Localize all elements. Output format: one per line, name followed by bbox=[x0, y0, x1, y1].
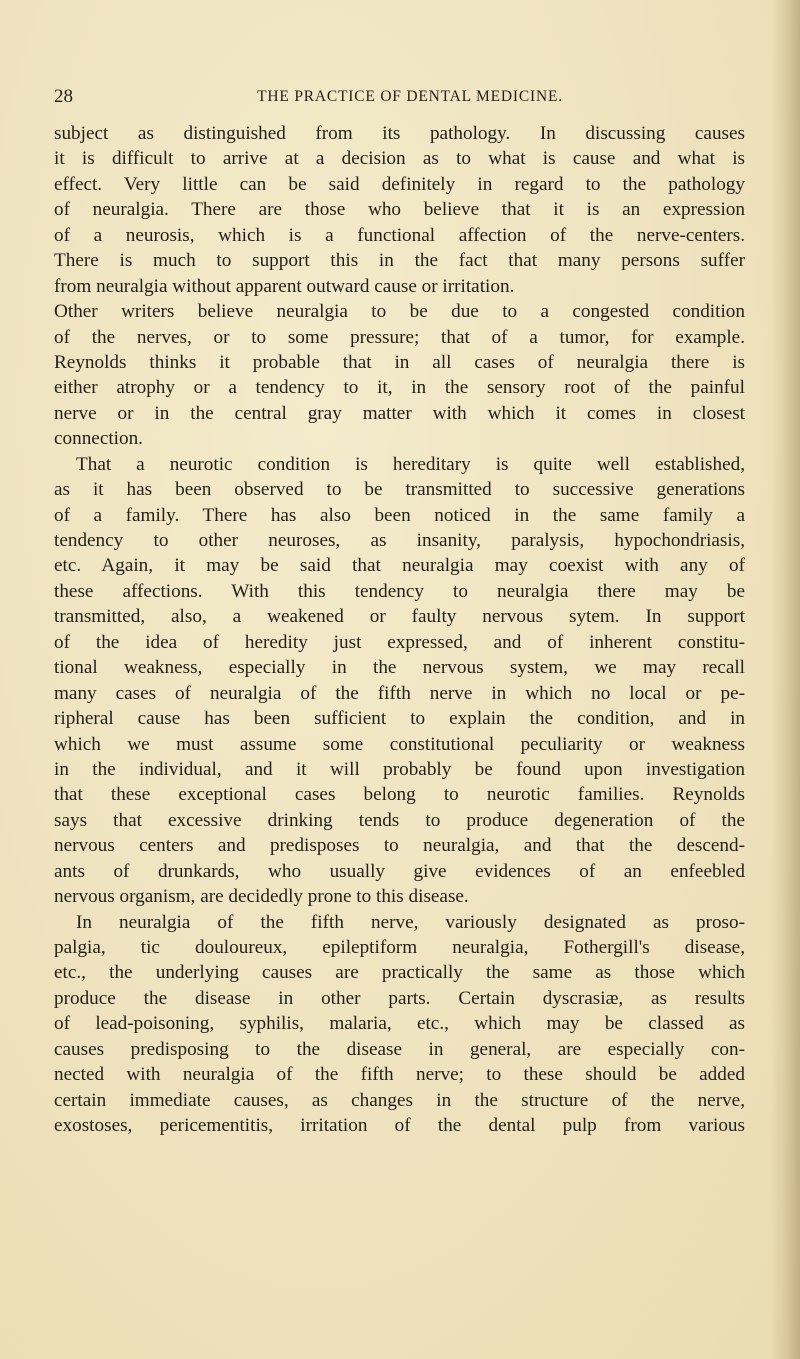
text-line: tional weakness, especially in the nervous system, we may recall bbox=[54, 657, 745, 679]
text-line: effect. Very little can be said definitely in regard to the pathology bbox=[54, 173, 745, 195]
text-line: of neuralgia. There are those who believe that it is an expression bbox=[54, 199, 745, 221]
text-line: from neuralgia without apparent outward cause or irritation. bbox=[54, 275, 515, 297]
page-number: 28 bbox=[54, 86, 73, 107]
text-line: that these exceptional cases belong to neurotic families. Reynolds bbox=[54, 784, 745, 806]
text-line: exostoses, pericementitis, irritation of the dental pulp from various bbox=[54, 1115, 745, 1137]
text-line: of a neurosis, which is a functional affection of the nerve-centers. bbox=[54, 224, 745, 246]
text-line: produce the disease in other parts. Certain dyscrasiæ, as results bbox=[54, 987, 745, 1009]
text-line: many cases of neuralgia of the fifth nerve in which no local or pe- bbox=[54, 682, 745, 704]
text-line: of a family. There has also been noticed in the same family a bbox=[54, 504, 745, 526]
text-line: palgia, tic douloureux, epileptiform neuralgia, Fothergill's disease, bbox=[54, 937, 745, 958]
text-line: causes predisposing to the disease in general, are especially con- bbox=[54, 1038, 745, 1060]
text-line: which we must assume some constitutional peculiarity or weakness bbox=[54, 733, 745, 755]
text-line: etc., the underlying causes are practically the same as those which bbox=[54, 962, 745, 984]
text-line: nervous organism, are decidedly prone to this disease. bbox=[54, 886, 469, 908]
text-line: ripheral cause has been sufficient to explain the condition, and in bbox=[54, 708, 745, 730]
text-line: subject as distinguished from its pathology. In discussing causes bbox=[54, 123, 745, 144]
text-line: certain immediate causes, as changes in the structure of the nerve, bbox=[54, 1089, 745, 1111]
body-text bbox=[54, 121, 745, 1139]
text-line: That a neurotic condition is hereditary is quite well established, bbox=[76, 453, 745, 475]
text-line: There is much to support this in the fact that many persons suffer bbox=[54, 250, 745, 272]
text-line: etc. Again, it may be said that neuralgia may coexist with any of bbox=[54, 555, 745, 577]
text-line: tendency to other neuroses, as insanity, paralysis, hypochondriasis, bbox=[54, 530, 745, 551]
text-line: of the idea of heredity just expressed, and of inherent constitu- bbox=[54, 631, 745, 653]
text-line: these affections. With this tendency to neuralgia there may be bbox=[54, 580, 745, 602]
text-line: Other writers believe neuralgia to be due to a congested condition bbox=[54, 301, 745, 323]
text-line: nected with neuralgia of the fifth nerve; to these should be added bbox=[54, 1064, 745, 1086]
text-line: it is difficult to arrive at a decision as to what is cause and what is bbox=[54, 148, 745, 170]
paragraph bbox=[54, 121, 745, 452]
text-line: as it has been observed to be transmitted to successive generations bbox=[54, 479, 745, 501]
text-line: of the nerves, or to some pressure; that of a tumor, for example. bbox=[54, 326, 745, 348]
text-line: Reynolds thinks it probable that in all cases of neuralgia there is bbox=[54, 351, 745, 373]
text-line: says that excessive drinking tends to produce degeneration of the bbox=[54, 809, 745, 831]
text-line: nervous centers and predisposes to neuralgia, and that the descend- bbox=[54, 835, 745, 857]
text-line: nerve or in the central gray matter with which it comes in closest bbox=[54, 402, 745, 424]
running-head bbox=[54, 86, 746, 110]
paragraph bbox=[54, 910, 745, 1139]
text-line: In neuralgia of the fifth nerve, variously designated as proso- bbox=[76, 911, 745, 933]
text-line: either atrophy or a tendency to it, in the sensory root of the painful bbox=[54, 377, 745, 399]
text-line: ants of drunkards, who usually give evidences of an enfeebled bbox=[54, 860, 745, 882]
text-line: of lead-poisoning, syphilis, malaria, etc., which may be classed as bbox=[54, 1013, 745, 1035]
running-head-title: THE PRACTICE OF DENTAL MEDICINE. bbox=[257, 88, 563, 105]
text-line: connection. bbox=[54, 428, 143, 450]
paragraph bbox=[54, 452, 745, 910]
text-line: transmitted, also, a weakened or faulty nervous sytem. In support bbox=[54, 606, 745, 628]
text-line: in the individual, and it will probably be found upon investigation bbox=[54, 758, 745, 780]
